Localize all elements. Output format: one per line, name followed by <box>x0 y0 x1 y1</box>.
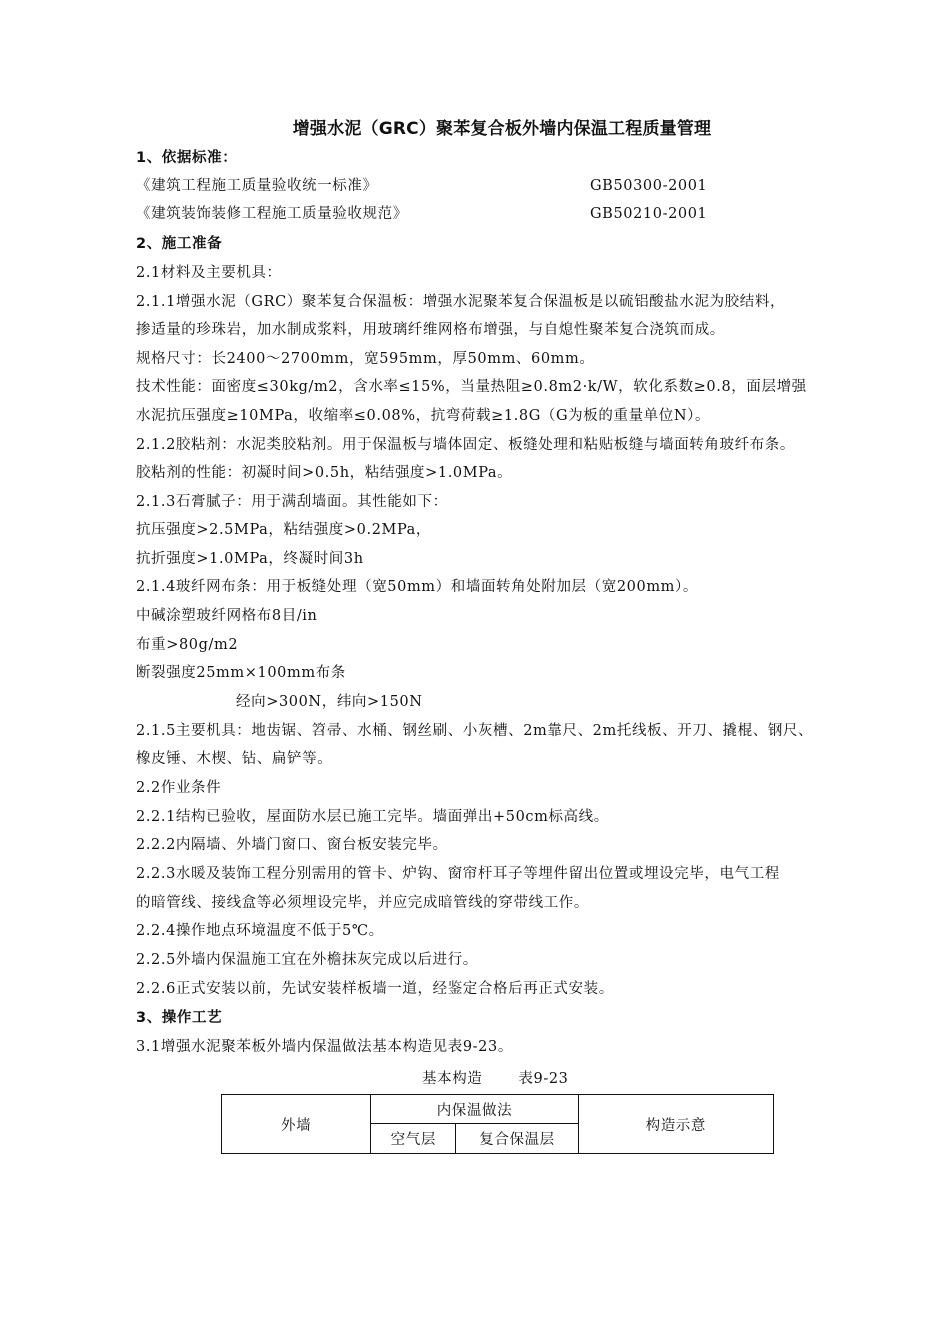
standard-code: GB50210-2001 <box>590 206 708 222</box>
body-line: 2.2.1结构已验收，屋面防水层已施工完毕。墙面弹出+50cm标高线。 <box>136 809 609 825</box>
body-line: 3.1增强水泥聚苯板外墙内保温做法基本构造见表9-23。 <box>136 1039 513 1055</box>
body-line: 2.1.2胶粘剂：水泥类胶粘剂。用于保温板与墙体固定、板缝处理和粘贴板缝与墙面转角玻纤布条。 <box>136 437 795 453</box>
section-heading-3: 3、操作工艺 <box>136 1010 223 1026</box>
body-line: 2.2.4操作地点环境温度不低于5℃。 <box>136 923 384 939</box>
body-line: 抗压强度>2.5MPa，粘结强度>0.2MPa， <box>136 522 432 538</box>
body-line: 断裂强度25mm×100mm布条 <box>136 665 346 681</box>
body-line: 掺适量的珍珠岩，加水制成浆料，用玻璃纤维网格布增强，与自熄性聚苯复合浇筑而成。 <box>136 322 725 338</box>
body-line: 抗折强度>1.0MPa，终凝时间3h <box>136 551 364 567</box>
table-caption <box>422 1067 568 1088</box>
table-header-air-layer: 空气层 <box>371 1124 456 1154</box>
table-caption-title: 基本构造 <box>422 1071 483 1087</box>
body-line: 2.1.1增强水泥（GRC）聚苯复合保温板：增强水泥聚苯复合保温板是以硫铝酸盐水泥为胶结料， <box>136 294 786 310</box>
body-line: 胶粘剂的性能：初凝时间>0.5h，粘结强度>1.0MPa。 <box>136 465 513 481</box>
body-line: 2.2作业条件 <box>136 780 222 796</box>
standard-item <box>136 176 708 196</box>
section-heading-2: 2、施工准备 <box>136 236 223 252</box>
body-line: 2.1材料及主要机具： <box>136 265 282 281</box>
standard-name: 《建筑装饰装修工程施工质量验收规范》 <box>136 206 408 222</box>
body-line: 技术性能：面密度≤30kg/m2，含水率≤15%，当量热阻≥0.8m2·k/W，软化系数≥0.8，面层增强 <box>136 379 807 395</box>
body-line: 2.2.6正式安装以前，先试安装样板墙一道，经鉴定合格后再正式安装。 <box>136 981 614 997</box>
body-line: 水泥抗压强度≥10MPa，收缩率≤0.08%，抗弯荷载≥1.8G（G为板的重量单位N）。 <box>136 408 711 424</box>
construction-table <box>221 1094 774 1154</box>
standard-item <box>136 204 708 224</box>
body-line: 2.2.2内隔墙、外墙门窗口、窗台板安装完毕。 <box>136 837 448 853</box>
body-line: 2.1.3石膏腻子：用于满刮墙面。其性能如下： <box>136 494 448 510</box>
body-line: 2.1.5主要机具：地齿锯、笤帚、水桶、钢丝刷、小灰槽、2m靠尺、2m托线板、开刀、撬棍、钢尺、 <box>136 723 814 739</box>
body-line: 布重>80g/m2 <box>136 637 239 653</box>
standard-code: GB50300-2001 <box>590 178 708 194</box>
table-header-method: 内保温做法 <box>371 1095 578 1124</box>
table-header-composite-layer: 复合保温层 <box>456 1124 578 1154</box>
body-line: 橡皮锤、木楔、钻、扁铲等。 <box>136 751 333 767</box>
body-line: 的暗管线、接线盒等必须埋设完毕，并应完成暗管线的穿带线工作。 <box>136 895 589 911</box>
body-line: 2.1.4玻纤网布条：用于板缝处理（宽50mm）和墙面转角处附加层（宽200mm）。 <box>136 579 698 595</box>
body-line: 中碱涂塑玻纤网格布8目/in <box>136 608 318 624</box>
table-header-wall: 外墙 <box>222 1095 371 1154</box>
page-title: 增强水泥（GRC）聚苯复合板外墙内保温工程质量管理 <box>292 119 712 139</box>
table-caption-number: 表9-23 <box>518 1071 569 1087</box>
body-line: 经向>300N，纬向>150N <box>236 694 423 710</box>
table-header-diagram: 构造示意 <box>578 1095 773 1154</box>
body-line: 2.2.5外墙内保温施工宜在外檐抹灰完成以后进行。 <box>136 952 478 968</box>
body-line: 2.2.3水暖及装饰工程分别需用的管卡、炉钩、窗帘杆耳子等埋件留出位置或埋设完毕，电气工程 <box>136 866 780 882</box>
section-heading-1: 1、依据标准： <box>136 150 238 166</box>
body-line: 规格尺寸：长2400～2700mm，宽595mm，厚50mm、60mm。 <box>136 351 595 367</box>
standard-name: 《建筑工程施工质量验收统一标准》 <box>136 178 378 194</box>
